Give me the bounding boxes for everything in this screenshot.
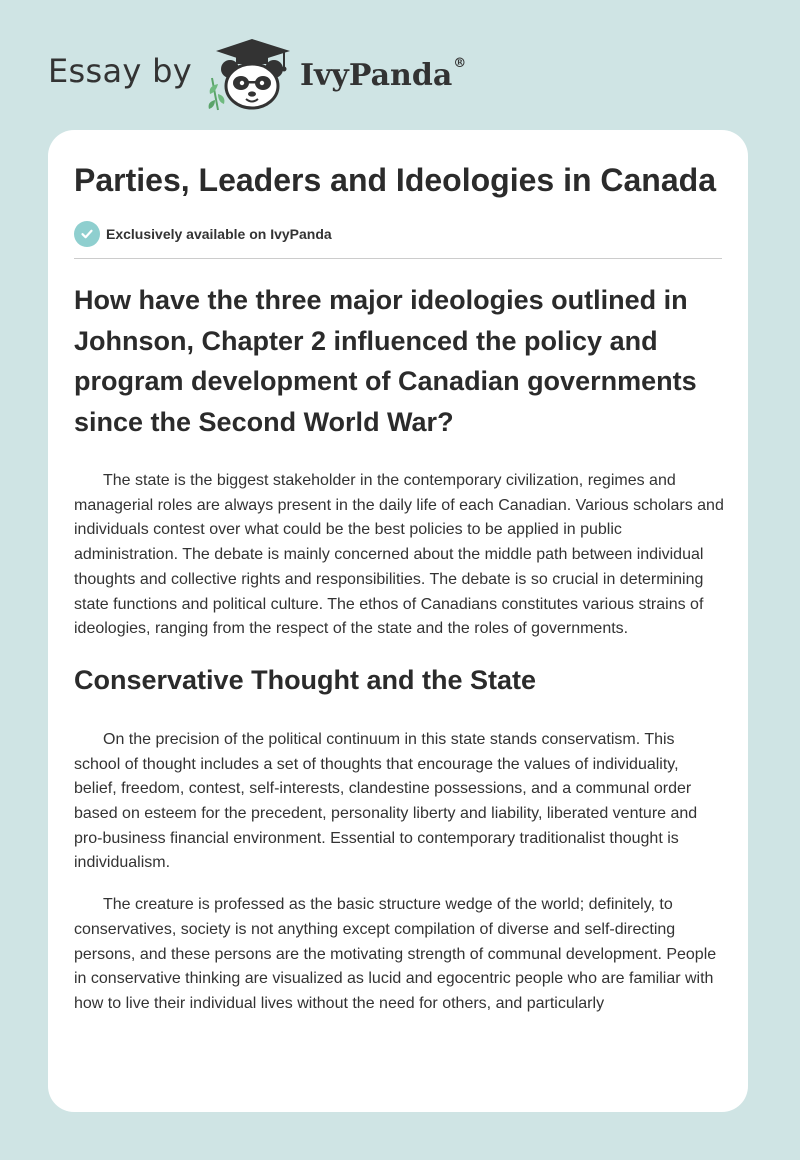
exclusive-badge: [74, 221, 724, 247]
checkmark-icon: [74, 221, 100, 247]
brand-name[interactable]: IvyPanda®: [299, 55, 467, 93]
article-title: Parties, Leaders and Ideologies in Canada: [74, 162, 716, 198]
paragraph: The creature is professed as the basic structure wedge of the world; definitely, to conservatives, society is not anything except compilation of diverse and self-directing persons, and these persons are the motivating strength of communal development. People in conservative thinking are visualized as lucid and egocentric people who are familiar with how to live their individual lives without the need for others, and particularly: [74, 896, 717, 1012]
exclusive-badge-label: Exclusively available on IvyPanda: [106, 226, 332, 242]
registered-mark: ®: [453, 55, 467, 71]
site-header: [48, 34, 466, 114]
essay-question: How have the three major ideologies outlined in Johnson, Chapter 2 influenced the policy and program development of Canadian governments since the Second World War?: [74, 285, 697, 437]
panda-logo-icon[interactable]: [206, 36, 296, 112]
article-card: [48, 130, 748, 1112]
essay-by-label: Essay by: [48, 52, 192, 90]
paragraph: On the precision of the political continuum in this state stands conservatism. This school of thought includes a set of thoughts that encourage the values of individuality, belief, freedom, contest, self-interests, clandestine possessions, and a communal order based on esteem for the precedent, personality liberty and liability, liberated venture and pro-business financial environment. Essential to contemporary traditionalist thought is individualism.: [74, 730, 698, 872]
divider: [74, 258, 722, 259]
article-content: [74, 160, 724, 1017]
section-heading: Conservative Thought and the State: [74, 664, 537, 695]
paragraph: The state is the biggest stakeholder in the contemporary civilization, regimes and managerial roles are always present in the daily life of each Canadian. Various scholars and individuals contest over what could be the best policies to be applied in public administration. The debate is mainly concerned about the middle path between individual thoughts and collective rights and responsibilities. The debate is so crucial in determining state functions and political culture. The ethos of Canadians constitutes various strains of ideologies, ranging from the respect of the state and the roles of governments.: [74, 472, 724, 638]
